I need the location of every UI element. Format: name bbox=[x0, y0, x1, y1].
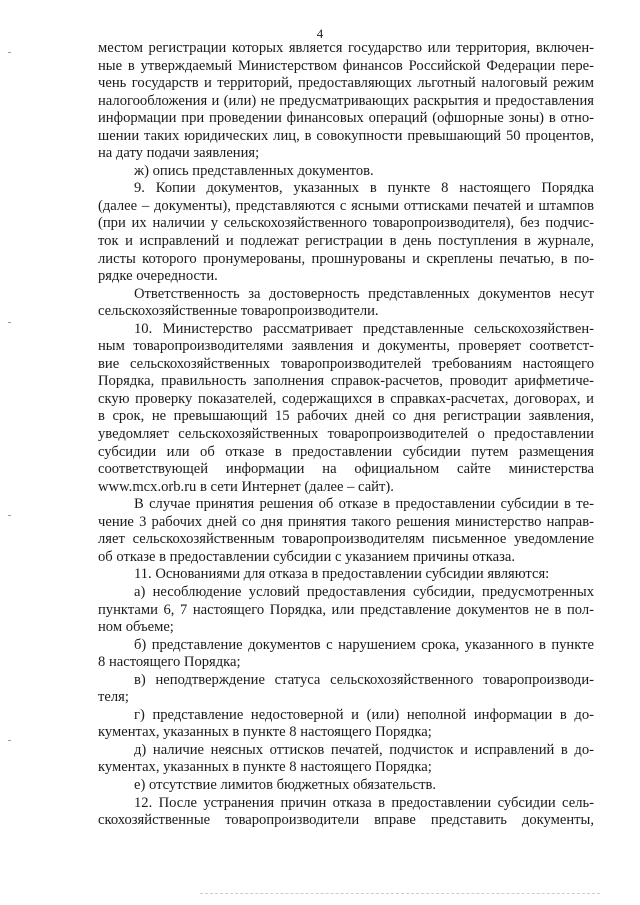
text-line: информации при проведении финансовых операций (офшорные зоны) в отно- bbox=[98, 110, 594, 127]
text-line: листы которого пронумерованы, прошнурованы и скреплены печатью, в по- bbox=[98, 250, 594, 267]
text-line: сельскохозяйственные товаропроизводители. bbox=[98, 303, 379, 320]
text-line: скохозяйственные товаропроизводители вправе представить документы, bbox=[98, 812, 594, 829]
text-line: ные в утверждаемый Министерством финансов Российской Федерации пере- bbox=[98, 57, 594, 74]
text-line: вие сельскохозяйственных товаропроизводителей требованиям настоящего bbox=[98, 355, 594, 372]
text-line: ном объеме; bbox=[98, 619, 174, 636]
text-line: на дату подачи заявления; bbox=[98, 145, 260, 162]
text-line: в срок, не превышающий 15 рабочих дней со дня регистрации заявления, bbox=[98, 408, 594, 425]
text-line: г) представление недостоверной и (или) неполной информации в до- bbox=[134, 706, 594, 723]
text-line: местом регистрации которых является государство или территория, включен- bbox=[98, 40, 594, 56]
text-line: ток и исправлений и подлежат регистрации в день поступления в журнале, bbox=[98, 233, 594, 250]
text-line: в) неподтверждение статуса сельскохозяйственного товаропроизводи- bbox=[134, 671, 594, 688]
text-line: 12. После устранения причин отказа в предоставлении субсидии сель- bbox=[134, 794, 594, 811]
text-line: рядке очередности. bbox=[98, 268, 218, 285]
text-line: ж) опись представленных документов. bbox=[134, 162, 374, 179]
text-line: Порядка, правильность заполнения справок-расчетов, проводит арифметиче- bbox=[98, 373, 594, 390]
text-line: теля; bbox=[98, 689, 129, 706]
text-line: 11. Основаниями для отказа в предоставлении субсидии являются: bbox=[134, 566, 550, 583]
text-line: 10. Министерство рассматривает представленные сельскохозяйствен- bbox=[134, 320, 594, 337]
text-line: www.mcx.orb.ru в сети Интернет (далее – сайт). bbox=[98, 478, 394, 495]
text-line: пунктами 6, 7 настоящего Порядка, или представление документов не в пол- bbox=[98, 601, 594, 618]
text-line: скую проверку показателей, содержащихся в справках-расчетах, договорах, и bbox=[98, 390, 594, 407]
scan-margin-marks bbox=[8, 0, 14, 905]
text-line: В случае принятия решения об отказе в предоставлении субсидии в те- bbox=[134, 496, 594, 513]
scan-footer-artifact bbox=[200, 893, 600, 897]
text-line: ляет сельскохозяйственным товаропроизводителям письменное уведомление bbox=[98, 531, 594, 548]
page-number: 4 bbox=[316, 26, 324, 41]
text-line: ным товаропроизводителями заявления и документы, проверяет соответст- bbox=[98, 338, 594, 355]
text-line: субсидии или об отказе в предоставлении субсидии путем размещения bbox=[98, 443, 594, 460]
text-line: кументах, указанных в пункте 8 настоящего Порядка; bbox=[98, 759, 432, 776]
text-line: шении таких юридических лиц, в совокупности превышающий 50 процентов, bbox=[98, 127, 594, 144]
text-line: е) отсутствие лимитов бюджетных обязательств. bbox=[134, 776, 437, 793]
text-line: б) представление документов с нарушением срока, указанного в пункте bbox=[134, 636, 594, 653]
text-line: налогообложения и (или) не предусматривающих раскрытия и предоставления bbox=[98, 92, 594, 109]
text-line: а) несоблюдение условий предоставления субсидии, предусмотренных bbox=[134, 583, 594, 600]
text-line: Ответственность за достоверность представленных документов несут bbox=[134, 285, 594, 302]
text-line: соответствующей информации на официальном сайте министерства bbox=[98, 461, 594, 478]
text-line: чение 3 рабочих дней со дня принятия такого решения министерство направ- bbox=[98, 513, 594, 530]
document-body bbox=[98, 40, 594, 830]
text-line: кументах, указанных в пункте 8 настоящего Порядка; bbox=[98, 724, 432, 741]
text-line: об отказе в предоставлении субсидии с указанием причины отказа. bbox=[98, 548, 515, 565]
text-line: 9. Копии документов, указанных в пункте 8 настоящего Порядка bbox=[134, 180, 594, 197]
text-line: (далее – документы), представляются с ясными оттисками печатей и штампов bbox=[98, 197, 594, 214]
text-line: уведомляет сельскохозяйственных товаропроизводителей о предоставлении bbox=[98, 426, 594, 443]
text-line: (при их наличии у сельскохозяйственного товаропроизводителя), без подчис- bbox=[98, 215, 594, 232]
text-line: д) наличие неясных оттисков печатей, подчисток и исправлений в до- bbox=[134, 741, 594, 758]
text-line: чень государств и территорий, предоставляющих льготный налоговый режим bbox=[98, 75, 594, 92]
text-line: 8 настоящего Порядка; bbox=[98, 654, 241, 671]
